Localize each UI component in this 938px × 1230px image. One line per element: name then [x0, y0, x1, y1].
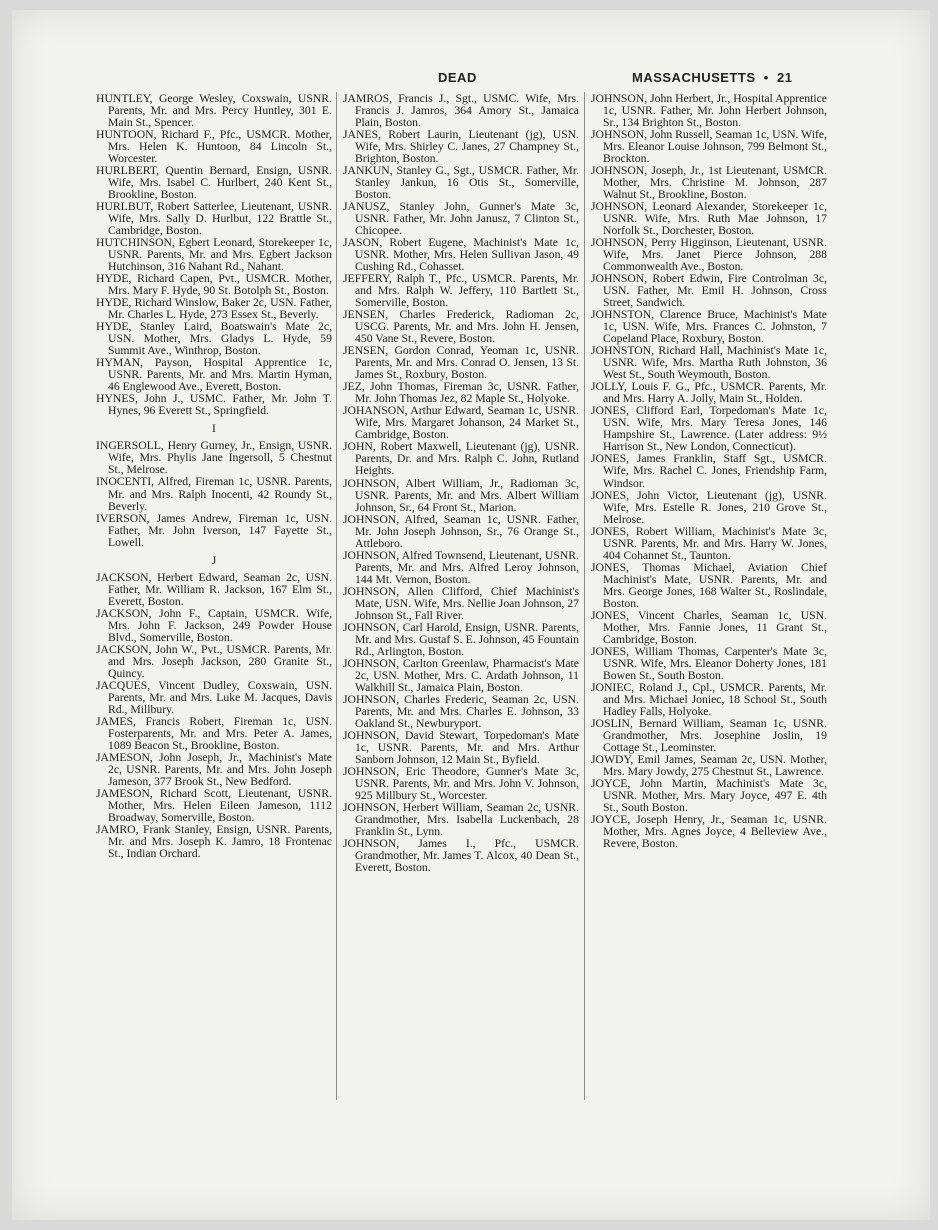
casualty-entry: JOHNSON, John Russell, Seaman 1c, USN. Wife, Mrs. Eleanor Louise Johnson, 799 Belmont St., Brockton. — [591, 128, 827, 166]
casualty-entry: JOHNSON, Charles Frederic, Seaman 2c, USN. Parents, Mr. and Mrs. Charles E. Johnson, 33 Oakland St., Newburyport. — [343, 692, 579, 730]
casualty-entry: HYDE, Richard Capen, Pvt., USMCR. Mother, Mrs. Mary F. Hyde, 90 St. Botolph St., Boston. — [96, 272, 332, 298]
casualty-entry: JOHNSON, Allen Clifford, Chief Machinist's Mate, USN. Wife, Mrs. Nellie Joan Johnson, 27 Johnson St., Fall River. — [343, 584, 579, 622]
casualty-entry: HYMAN, Payson, Hospital Apprentice 1c, USNR. Parents, Mr. and Mrs. Martin Hyman, 46 Englewood Ave., Everett, Boston. — [96, 356, 332, 394]
casualty-entry: JOHNSON, Leonard Alexander, Storekeeper 1c, USNR. Wife, Mrs. Ruth Mae Johnson, 17 Norfolk St., Dorchester, Boston. — [591, 200, 827, 238]
casualty-entry: HYDE, Stanley Laird, Boatswain's Mate 2c, USN. Mother, Mrs. Gladys L. Hyde, 59 Summit Ave., Winthrop, Boston. — [96, 320, 332, 358]
casualty-entry: INGERSOLL, Henry Gurney, Jr., Ensign, USNR. Wife, Mrs. Phylis Jane Ingersoll, 5 Chestnut St., Melrose. — [96, 439, 332, 477]
casualty-entry: JOHNSON, Carlton Greenlaw, Pharmacist's Mate 2c, USN. Mother, Mrs. C. Ardath Johnson, 11 Walkhill St., Jamaica Plain, Boston. — [343, 656, 579, 694]
casualty-entry: HYNES, John J., USMC. Father, Mr. John T. Hynes, 96 Everett St., Springfield. — [96, 392, 332, 418]
page-number: 21 — [777, 70, 793, 85]
casualty-entry: JACKSON, Herbert Edward, Seaman 2c, USN. Father, Mr. William R. Jackson, 167 Elm St., Everett, Boston. — [96, 570, 332, 608]
casualty-entry: IVERSON, James Andrew, Fireman 1c, USN. Father, Mr. John Iverson, 147 Fayette St., Lowell. — [96, 511, 332, 549]
casualty-entry: JOHNSON, Eric Theodore, Gunner's Mate 3c, USNR. Parents, Mr. and Mrs. John V. Johnson, 925 Millbury St., Worcester. — [343, 764, 579, 802]
casualty-entry: JONIEC, Roland J., Cpl., USMCR. Parents, Mr. and Mrs. Michael Joniec, 18 School St., South Hadley Falls, Holyoke. — [591, 680, 827, 718]
casualty-entry: JACQUES, Vincent Dudley, Coxswain, USN. Parents, Mr. and Mrs. Luke M. Jacques, Davis Rd., Millbury. — [96, 678, 332, 716]
casualty-entry: JACKSON, John W., Pvt., USMCR. Parents, Mr. and Mrs. Joseph Jackson, 280 Granite St., Quincy. — [96, 642, 332, 680]
casualty-entry: JOHNSON, Carl Harold, Ensign, USNR. Parents, Mr. and Mrs. Gustaf S. E. Johnson, 45 Fountain Rd., Arlington, Boston. — [343, 620, 579, 658]
casualty-entry: JOHNSON, Albert William, Jr., Radioman 3c, USNR. Parents, Mr. and Mrs. Albert William Johnson, Sr., 64 Front St., Marion. — [343, 476, 579, 514]
casualty-entry: HYDE, Richard Winslow, Baker 2c, USN. Father, Mr. Charles L. Hyde, 273 Essex St., Beverly. — [96, 296, 332, 322]
casualty-entry: JOHANSON, Arthur Edward, Seaman 1c, USNR. Wife, Mrs. Margaret Johanson, 24 Market St., Cambridge, Boston. — [343, 404, 579, 442]
casualty-entry: JOLLY, Louis F. G., Pfc., USMCR. Parents, Mr. and Mrs. Harry A. Jolly, Main St., Holden. — [591, 380, 827, 406]
casualty-entry: JAMRO, Frank Stanley, Ensign, USNR. Parents, Mr. and Mrs. Joseph K. Jamro, 18 Frontenac St., Indian Orchard. — [96, 822, 332, 860]
section-title: DEAD — [438, 70, 477, 85]
casualty-entry: HURLBERT, Quentin Bernard, Ensign, USNR. Wife, Mrs. Isabel C. Hurlbert, 240 Kent St., Brookline, Boston. — [96, 164, 332, 202]
casualty-entry: JEFFERY, Ralph T., Pfc., USMCR. Parents, Mr. and Mrs. Ralph W. Jeffery, 110 Bartlett St., Somerville, Boston. — [343, 272, 579, 310]
column-3 — [591, 93, 827, 850]
column-divider-2 — [584, 92, 585, 1100]
casualty-entry: JOYCE, John Martin, Machinist's Mate 3c, USNR. Mother, Mrs. Mary Joyce, 497 E. 4th St., South Boston. — [591, 776, 827, 814]
casualty-entry: JOHNSON, Alfred, Seaman 1c, USNR. Father, Mr. John Joseph Johnson, Sr., 76 Orange St., Attleboro. — [343, 512, 579, 550]
casualty-entry: HUNTLEY, George Wesley, Coxswain, USNR. Parents, Mr. and Mrs. Percy Huntley, 301 E. Main St., Spencer. — [96, 92, 332, 130]
casualty-entry: JOWDY, Emil James, Seaman 2c, USN. Mother, Mrs. Mary Jowdy, 275 Chestnut St., Lawrence. — [591, 752, 827, 778]
column-divider-1 — [336, 92, 337, 1100]
page-header — [0, 70, 938, 88]
casualty-entry: JOHNSON, James I., Pfc., USMCR. Grandmother, Mr. James T. Alcox, 40 Dean St., Everett, Boston. — [343, 836, 579, 874]
bullet-separator: • — [763, 70, 769, 85]
column-2 — [343, 93, 579, 874]
casualty-entry: JOHNSON, Robert Edwin, Fire Controlman 3c, USN. Father, Mr. Emil H. Johnson, Cross Street, Sandwich. — [591, 272, 827, 310]
casualty-entry: JANES, Robert Laurin, Lieutenant (jg), USN. Wife, Mrs. Shirley C. Janes, 27 Champney St., Brighton, Boston. — [343, 128, 579, 166]
casualty-entry: JONES, Clifford Earl, Torpedoman's Mate 1c, USN. Wife, Mrs. Mary Teresa Jones, 146 Hampshire St., Lawrence. (Later address: 9½ Harrison St., New London, Connecticut). — [591, 404, 827, 454]
casualty-entry: JONES, Thomas Michael, Aviation Chief Machinist's Mate, USNR. Parents, Mr. and Mrs. George Jones, 168 Walter St., Roslindale, Boston. — [591, 560, 827, 610]
casualty-entry: JOYCE, Joseph Henry, Jr., Seaman 1c, USNR. Mother, Mrs. Agnes Joyce, 4 Belleview Ave., Revere, Boston. — [591, 812, 827, 850]
casualty-entry: JAMROS, Francis J., Sgt., USMC. Wife, Mrs. Francis J. Jamros, 364 Amory St., Jamaica Plain, Boston. — [343, 92, 579, 130]
casualty-entry: JASON, Robert Eugene, Machinist's Mate 1c, USNR. Mother, Mrs. Helen Sullivan Jason, 49 Cushing Rd., Cohasset. — [343, 236, 579, 274]
casualty-entry: JOHNSON, Alfred Townsend, Lieutenant, USNR. Parents, Mr. and Mrs. Alfred Leroy Johnson, 144 Mt. Vernon, Boston. — [343, 548, 579, 586]
casualty-entry: JONES, Robert William, Machinist's Mate 3c, USNR. Parents, Mr. and Mrs. Harry W. Jones, 404 Cohannet St., Taunton. — [591, 524, 827, 562]
casualty-entry: JEZ, John Thomas, Fireman 3c, USNR. Father, Mr. John Thomas Jez, 82 Maple St., Holyoke. — [343, 380, 579, 406]
casualty-entry: JENSEN, Charles Frederick, Radioman 2c, USCG. Parents, Mr. and Mrs. John H. Jensen, 450 Vane St., Revere, Boston. — [343, 308, 579, 346]
casualty-entry: JOSLIN, Bernard William, Seaman 1c, USNR. Grandmother, Mrs. Josephine Joslin, 19 Cottage St., Leominster. — [591, 716, 827, 754]
casualty-entry: HUTCHINSON, Egbert Leonard, Storekeeper 1c, USNR. Parents, Mr. and Mrs. Egbert Jackson Hutchinson, 316 Nahant Rd., Nahant. — [96, 236, 332, 274]
casualty-entry: JAMESON, Richard Scott, Lieutenant, USNR. Mother, Mrs. Helen Eileen Jameson, 1112 Broadway, Somerville, Boston. — [96, 786, 332, 824]
casualty-entry: INOCENTI, Alfred, Fireman 1c, USNR. Parents, Mr. and Mrs. Ralph Inocenti, 42 Roundy St., Beverly. — [96, 475, 332, 513]
casualty-entry: HUNTOON, Richard F., Pfc., USMCR. Mother, Mrs. Helen K. Huntoon, 84 Lincoln St., Worcester. — [96, 128, 332, 166]
casualty-entry: JONES, James Franklin, Staff Sgt., USMCR. Wife, Mrs. Rachel C. Jones, Friendship Farm, Windsor. — [591, 452, 827, 490]
column-1 — [96, 93, 332, 860]
casualty-entry: JOHNSON, John Herbert, Jr., Hospital Apprentice 1c, USNR. Father, Mr. John Herbert Johnson, Sr., 134 Brighton St., Boston. — [591, 92, 827, 130]
casualty-entry: JONES, William Thomas, Carpenter's Mate 3c, USNR. Wife, Mrs. Eleanor Doherty Jones, 181 Bowen St., South Boston. — [591, 644, 827, 682]
casualty-entry: JANUSZ, Stanley John, Gunner's Mate 3c, USNR. Father, Mr. John Janusz, 7 Clinton St., Chicopee. — [343, 200, 579, 238]
casualty-entry: JOHNSON, Perry Higginson, Lieutenant, USNR. Wife, Mrs. Janet Pierce Johnson, 288 Commonwealth Ave., Boston. — [591, 236, 827, 274]
state-title — [632, 70, 793, 85]
section-letter: I — [212, 422, 216, 436]
casualty-entry: JOHNSTON, Richard Hall, Machinist's Mate 1c, USNR. Wife, Mrs. Martha Ruth Johnston, 36 West St., South Weymouth, Boston. — [591, 344, 827, 382]
casualty-entry: JOHNSON, Herbert William, Seaman 2c, USNR. Grandmother, Mrs. Isabella Luckenbach, 28 Franklin St., Lynn. — [343, 800, 579, 838]
casualty-entry: JAMES, Francis Robert, Fireman 1c, USN. Fosterparents, Mr. and Mrs. Peter A. James, 1089 Beacon St., Brookline, Boston. — [96, 714, 332, 752]
casualty-entry: JOHNSTON, Clarence Bruce, Machinist's Mate 1c, USN. Wife, Mrs. Frances C. Johnston, 7 Copeland Place, Roxbury, Boston. — [591, 308, 827, 346]
casualty-entry: JACKSON, John F., Captain, USMCR. Wife, Mrs. John F. Jackson, 249 Powder House Blvd., Somerville, Boston. — [96, 606, 332, 644]
casualty-entry: JOHNSON, Joseph, Jr., 1st Lieutenant, USMCR. Mother, Mrs. Christine M. Johnson, 287 Walnut St., Brookline, Boston. — [591, 164, 827, 202]
casualty-entry: HURLBUT, Robert Satterlee, Lieutenant, USNR. Wife, Mrs. Sally D. Hurlbut, 122 Brattle St., Cambridge, Boston. — [96, 200, 332, 238]
casualty-entry: JONES, Vincent Charles, Seaman 1c, USN. Mother, Mrs. Fannie Jones, 11 Grant St., Cambridge, Boston. — [591, 608, 827, 646]
casualty-entry: JANKUN, Stanley G., Sgt., USMCR. Father, Mr. Stanley Jankun, 16 Otis St., Somerville, Boston. — [343, 164, 579, 202]
casualty-entry: JAMESON, John Joseph, Jr., Machinist's Mate 2c, USNR. Parents, Mr. and Mrs. John Joseph Jameson, 377 Brook St., New Bedford. — [96, 750, 332, 788]
casualty-entry: JENSEN, Gordon Conrad, Yeoman 1c, USNR. Parents, Mr. and Mrs. Conrad O. Jensen, 13 St. James St., Roxbury, Boston. — [343, 344, 579, 382]
casualty-entry: JONES, John Victor, Lieutenant (jg), USNR. Wife, Mrs. Estelle R. Jones, 210 Grove St., Melrose. — [591, 488, 827, 526]
section-letter: J — [211, 553, 217, 567]
casualty-entry: JOHNSON, David Stewart, Torpedoman's Mate 1c, USNR. Parents, Mr. and Mrs. Arthur Sanborn Johnson, 12 Main St., Byfield. — [343, 728, 579, 766]
casualty-entry: JOHN, Robert Maxwell, Lieutenant (jg), USNR. Parents, Dr. and Mrs. Ralph C. John, Rutland Heights. — [343, 440, 579, 478]
state-name: MASSACHUSETTS — [632, 70, 756, 85]
